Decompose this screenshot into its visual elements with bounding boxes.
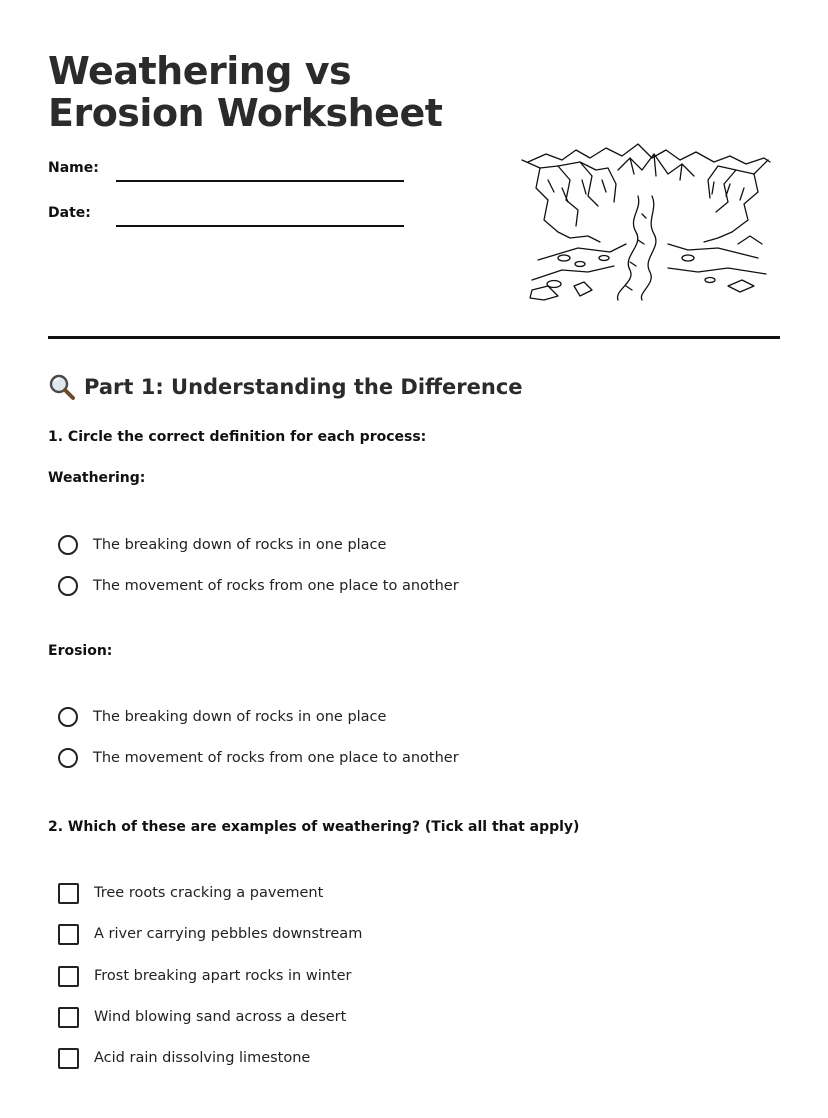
radio-circle[interactable] bbox=[58, 535, 78, 555]
radio-circle[interactable] bbox=[58, 748, 78, 768]
weathering-example-5[interactable] bbox=[58, 1046, 310, 1070]
name-field[interactable] bbox=[116, 180, 404, 182]
radio-circle[interactable] bbox=[58, 576, 78, 596]
question-1-prompt: 1. Circle the correct definition for each process: bbox=[48, 429, 427, 445]
checkbox-label: Frost breaking apart rocks in winter bbox=[94, 968, 352, 984]
date-field[interactable] bbox=[116, 225, 404, 227]
section-divider bbox=[48, 336, 780, 339]
option-label: The movement of rocks from one place to another bbox=[93, 578, 459, 594]
weathering-option-1[interactable] bbox=[58, 533, 386, 557]
checkbox[interactable] bbox=[58, 883, 79, 904]
erosion-option-1[interactable] bbox=[58, 705, 386, 729]
checkbox-label: A river carrying pebbles downstream bbox=[94, 926, 363, 942]
weathering-option-2[interactable] bbox=[58, 574, 459, 598]
magnifying-glass-icon bbox=[48, 373, 76, 401]
part1-heading-text: Part 1: Understanding the Difference bbox=[84, 375, 523, 399]
option-label: The movement of rocks from one place to another bbox=[93, 750, 459, 766]
erosion-option-2[interactable] bbox=[58, 746, 459, 770]
option-label: The breaking down of rocks in one place bbox=[93, 709, 387, 725]
checkbox[interactable] bbox=[58, 924, 79, 945]
weathering-example-2[interactable] bbox=[58, 922, 362, 946]
checkbox-label: Acid rain dissolving limestone bbox=[94, 1050, 311, 1066]
valley-illustration bbox=[518, 140, 778, 302]
erosion-label: Erosion: bbox=[48, 643, 113, 659]
worksheet-title: Weathering vs Erosion Worksheet bbox=[48, 49, 443, 135]
radio-circle[interactable] bbox=[58, 707, 78, 727]
name-label: Name: bbox=[48, 160, 99, 176]
weathering-example-1[interactable] bbox=[58, 881, 323, 905]
checkbox[interactable] bbox=[58, 966, 79, 987]
weathering-example-4[interactable] bbox=[58, 1005, 346, 1029]
question-2-prompt: 2. Which of these are examples of weathering? (Tick all that apply) bbox=[48, 819, 580, 835]
checkbox[interactable] bbox=[58, 1048, 79, 1069]
part1-heading bbox=[48, 373, 523, 401]
checkbox[interactable] bbox=[58, 1007, 79, 1028]
weathering-label: Weathering: bbox=[48, 470, 146, 486]
date-label: Date: bbox=[48, 205, 91, 221]
weathering-example-3[interactable] bbox=[58, 964, 351, 988]
checkbox-label: Tree roots cracking a pavement bbox=[94, 885, 324, 901]
option-label: The breaking down of rocks in one place bbox=[93, 537, 387, 553]
checkbox-label: Wind blowing sand across a desert bbox=[94, 1009, 347, 1025]
